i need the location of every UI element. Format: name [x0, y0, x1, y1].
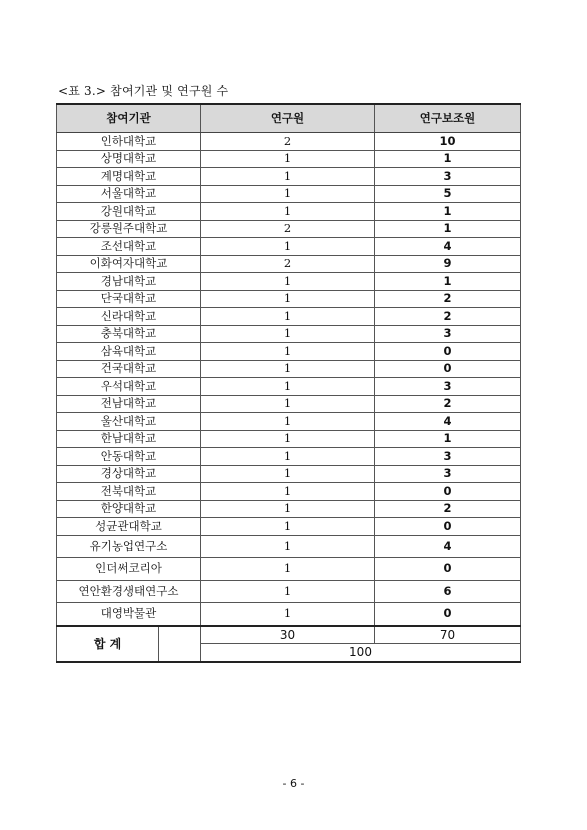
cell-researchers: 1 — [201, 238, 375, 256]
cell-assistants: 10 — [375, 133, 521, 151]
total-row — [57, 626, 521, 644]
cell-researchers: 1 — [201, 500, 375, 518]
table-row — [57, 150, 521, 168]
cell-researchers: 2 — [201, 255, 375, 273]
cell-researchers: 1 — [201, 448, 375, 466]
cell-institution: 경남대학교 — [57, 273, 201, 291]
cell-assistants: 2 — [375, 500, 521, 518]
cell-institution: 유기농업연구소 — [57, 535, 201, 558]
cell-assistants: 2 — [375, 308, 521, 326]
cell-assistants: 4 — [375, 238, 521, 256]
cell-institution: 단국대학교 — [57, 290, 201, 308]
cell-assistants: 1 — [375, 203, 521, 221]
table-row — [57, 185, 521, 203]
cell-institution: 상명대학교 — [57, 150, 201, 168]
table-row — [57, 220, 521, 238]
cell-researchers: 1 — [201, 483, 375, 501]
table-row — [57, 168, 521, 186]
cell-assistants: 6 — [375, 580, 521, 603]
cell-researchers: 1 — [201, 168, 375, 186]
cell-researchers: 1 — [201, 360, 375, 378]
header-researchers: 연구원 — [201, 104, 375, 133]
table-row — [57, 395, 521, 413]
cell-assistants: 5 — [375, 185, 521, 203]
cell-institution: 신라대학교 — [57, 308, 201, 326]
total-label: 합 계 — [57, 626, 159, 662]
table-row — [57, 378, 521, 396]
table-row — [57, 203, 521, 221]
table-row — [57, 430, 521, 448]
cell-researchers: 1 — [201, 343, 375, 361]
total-blank-cell — [159, 626, 201, 662]
total-assistants: 70 — [375, 626, 521, 644]
cell-assistants: 0 — [375, 558, 521, 581]
total-researchers: 30 — [201, 626, 375, 644]
cell-institution: 인더써코리아 — [57, 558, 201, 581]
cell-institution: 이화여자대학교 — [57, 255, 201, 273]
cell-institution: 삼육대학교 — [57, 343, 201, 361]
table-row — [57, 343, 521, 361]
table-row — [57, 255, 521, 273]
cell-institution: 강릉원주대학교 — [57, 220, 201, 238]
cell-researchers: 2 — [201, 220, 375, 238]
cell-researchers: 1 — [201, 558, 375, 581]
cell-assistants: 0 — [375, 483, 521, 501]
cell-assistants: 3 — [375, 325, 521, 343]
cell-researchers: 1 — [201, 413, 375, 431]
header-assistants: 연구보조원 — [375, 104, 521, 133]
table-row — [57, 483, 521, 501]
table-row — [57, 238, 521, 256]
cell-researchers: 2 — [201, 133, 375, 151]
table-caption: <표 3.> 참여기관 및 연구원 수 — [58, 84, 229, 98]
cell-assistants: 3 — [375, 378, 521, 396]
cell-institution: 울산대학교 — [57, 413, 201, 431]
cell-researchers: 1 — [201, 430, 375, 448]
table-row — [57, 558, 521, 581]
cell-researchers: 1 — [201, 378, 375, 396]
table-header-row — [57, 104, 521, 133]
cell-assistants: 0 — [375, 343, 521, 361]
table-row — [57, 448, 521, 466]
cell-researchers: 1 — [201, 150, 375, 168]
cell-institution: 우석대학교 — [57, 378, 201, 396]
cell-assistants: 0 — [375, 360, 521, 378]
cell-researchers: 1 — [201, 518, 375, 536]
table-row — [57, 500, 521, 518]
table-row — [57, 413, 521, 431]
cell-researchers: 1 — [201, 273, 375, 291]
cell-researchers: 1 — [201, 603, 375, 626]
cell-researchers: 1 — [201, 535, 375, 558]
cell-assistants: 1 — [375, 150, 521, 168]
cell-assistants: 3 — [375, 168, 521, 186]
cell-assistants: 9 — [375, 255, 521, 273]
cell-institution: 전남대학교 — [57, 395, 201, 413]
cell-institution: 경상대학교 — [57, 465, 201, 483]
cell-assistants: 4 — [375, 535, 521, 558]
cell-researchers: 1 — [201, 308, 375, 326]
participants-table — [56, 103, 521, 663]
cell-researchers: 1 — [201, 395, 375, 413]
cell-institution: 한남대학교 — [57, 430, 201, 448]
table-row — [57, 308, 521, 326]
cell-researchers: 1 — [201, 203, 375, 221]
cell-institution: 건국대학교 — [57, 360, 201, 378]
cell-assistants: 1 — [375, 273, 521, 291]
cell-institution: 한양대학교 — [57, 500, 201, 518]
cell-institution: 전북대학교 — [57, 483, 201, 501]
table-row — [57, 273, 521, 291]
cell-institution: 성균관대학교 — [57, 518, 201, 536]
cell-assistants: 1 — [375, 430, 521, 448]
cell-assistants: 2 — [375, 395, 521, 413]
cell-assistants: 0 — [375, 603, 521, 626]
cell-researchers: 1 — [201, 325, 375, 343]
cell-researchers: 1 — [201, 580, 375, 603]
cell-assistants: 3 — [375, 448, 521, 466]
table-body — [57, 133, 521, 626]
cell-researchers: 1 — [201, 290, 375, 308]
cell-assistants: 1 — [375, 220, 521, 238]
cell-institution: 계명대학교 — [57, 168, 201, 186]
cell-assistants: 4 — [375, 413, 521, 431]
cell-researchers: 1 — [201, 465, 375, 483]
table-row — [57, 518, 521, 536]
cell-institution: 조선대학교 — [57, 238, 201, 256]
page-number: - 6 - — [282, 777, 305, 790]
table-row — [57, 535, 521, 558]
cell-assistants: 3 — [375, 465, 521, 483]
table-row — [57, 133, 521, 151]
table-row — [57, 325, 521, 343]
table-row — [57, 580, 521, 603]
cell-institution: 인하대학교 — [57, 133, 201, 151]
cell-institution: 강원대학교 — [57, 203, 201, 221]
cell-assistants: 2 — [375, 290, 521, 308]
table-row — [57, 290, 521, 308]
cell-researchers: 1 — [201, 185, 375, 203]
grand-total: 100 — [201, 644, 521, 662]
table-total — [57, 626, 521, 662]
table-row — [57, 603, 521, 626]
cell-institution: 충북대학교 — [57, 325, 201, 343]
table-row — [57, 360, 521, 378]
cell-assistants: 0 — [375, 518, 521, 536]
cell-institution: 안동대학교 — [57, 448, 201, 466]
header-institution: 참여기관 — [57, 104, 201, 133]
cell-institution: 서울대학교 — [57, 185, 201, 203]
table-row — [57, 465, 521, 483]
cell-institution: 연안환경생태연구소 — [57, 580, 201, 603]
cell-institution: 대영박물관 — [57, 603, 201, 626]
